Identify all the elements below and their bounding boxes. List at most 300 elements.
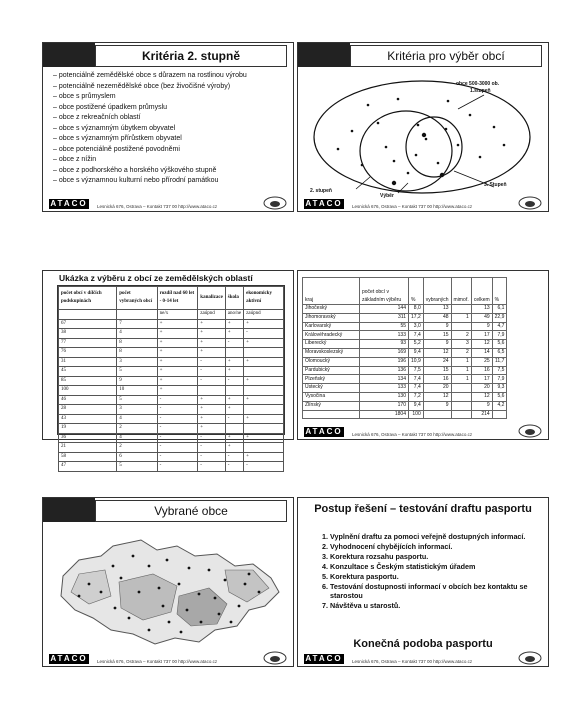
table-cell: Liberecký (303, 340, 360, 349)
ataco-logo: ATACO (305, 199, 343, 208)
table-cell: + (244, 338, 284, 348)
table-cell (451, 401, 471, 410)
table-header-cell: kanalizace (198, 287, 226, 310)
table-cell: 11,7 (492, 357, 507, 366)
slide-title-block (43, 43, 95, 67)
table-cell: 14 (471, 348, 492, 357)
table-row (59, 395, 284, 405)
table-row (59, 405, 284, 415)
table-row (59, 443, 284, 453)
footer-address: Lesnická 676, Ostrava – Kontakt 737 00 http://www.ataco.cz (97, 204, 218, 209)
steps-list (320, 532, 540, 611)
table-row (59, 338, 284, 348)
certification-seal-icon (518, 651, 542, 665)
table-row (59, 414, 284, 424)
slide-title: Vybrané obce (95, 500, 287, 522)
table-cell: 2 (117, 443, 157, 453)
list-item: – obce z nížin (53, 155, 287, 166)
table-cell: 47 (59, 462, 117, 472)
table-row (303, 313, 507, 322)
table-cell: 7,4 (409, 384, 424, 393)
table-cell: - (198, 367, 226, 377)
municipality-dots (337, 98, 506, 186)
table-cell: 17 (471, 331, 492, 340)
table-row (303, 375, 507, 384)
table-cell: + (157, 319, 198, 329)
table-cell: + (157, 329, 198, 339)
table-cell: + (244, 452, 284, 462)
table-cell (244, 405, 284, 415)
table-cell (244, 348, 284, 358)
criteria-list (53, 71, 287, 187)
table-cell: 3 (117, 357, 157, 367)
list-item: – obce z rekreačních oblastí (53, 113, 287, 124)
table-subheader-cell: zaúpnd (198, 310, 226, 320)
table-cell: 9,3 (492, 384, 507, 393)
table-cell: 16 (423, 375, 451, 384)
table-cell: 12 (423, 392, 451, 401)
table-cell: 7 (117, 319, 157, 329)
table-cell: 16 (471, 366, 492, 375)
table-cell: 3,0 (409, 322, 424, 331)
table-cell: 8,0 (409, 305, 424, 314)
table-cell: - (157, 405, 198, 415)
table-cell: 49 (471, 313, 492, 322)
table-cell: 6,1 (492, 305, 507, 314)
table-cell: 7,2 (409, 392, 424, 401)
table-cell: - (157, 462, 198, 472)
table-cell: 311 (360, 313, 409, 322)
table-cell: 9 (423, 401, 451, 410)
footer-address: Lesnická 676, Ostrava – Kontakt 737 00 http://www.ataco.cz (352, 204, 473, 209)
table-cell: + (198, 424, 226, 434)
table-cell (244, 367, 284, 377)
table-cell: 45 (59, 367, 117, 377)
slide-footer (298, 652, 548, 666)
table-cell: 2 (117, 424, 157, 434)
table-cell: 100 (409, 410, 424, 419)
table-cell: + (198, 414, 226, 424)
table-row (303, 366, 507, 375)
table-cell: 5,6 (492, 392, 507, 401)
table-cell: 5,6 (492, 340, 507, 349)
list-item: – potenciálně nezemědělské obce (bez živočišné výroby) (53, 82, 287, 93)
list-item: – obce s významným úbytkem obyvatel (53, 124, 287, 135)
ataco-logo: ATACO (50, 654, 88, 663)
table-cell: 7,4 (409, 375, 424, 384)
table-cell: Karlovarský (303, 322, 360, 331)
table-subheader-row (59, 310, 284, 320)
list-item: 4. Konzultace s Českým statistickým úřadem (330, 562, 540, 571)
table-cell: + (225, 433, 243, 443)
slide-title-block (43, 498, 95, 522)
certification-seal-icon (263, 196, 287, 210)
table-subheader-cell: ano/ne (225, 310, 243, 320)
table-cell: 24 (423, 357, 451, 366)
table-cell (225, 348, 243, 358)
table-cell: + (244, 414, 284, 424)
table-cell: 1804 (360, 410, 409, 419)
ataco-logo: ATACO (305, 654, 343, 663)
table-cell: 5 (117, 367, 157, 377)
table-cell: 28 (59, 405, 117, 415)
table-cell: 6 (117, 452, 157, 462)
certification-seal-icon (263, 651, 287, 665)
list-item: – obce s průmyslem (53, 92, 287, 103)
slide-footer (43, 652, 293, 666)
table-cell: 9 (423, 340, 451, 349)
slide-footer (298, 425, 548, 439)
slide-title: Ukázka z výběru z obcí ze zemědělských oblastí (59, 273, 253, 283)
table-cell: 67 (59, 319, 117, 329)
table-cell: - (225, 452, 243, 462)
table-cell: 36 (59, 433, 117, 443)
table-header-cell: kraj (303, 278, 360, 305)
table-cell: 1 (451, 357, 471, 366)
certification-seal-icon (518, 196, 542, 210)
list-item: – obce potenciálně postižené povodněmi (53, 145, 287, 156)
table-row (303, 392, 507, 401)
table-cell: 7,9 (492, 331, 507, 340)
table-cell: 85 (59, 376, 117, 386)
table-cell: Jihomoravský (303, 313, 360, 322)
list-item: 7. Návštěva u starostů. (330, 601, 540, 610)
table-subheader-cell (59, 310, 117, 320)
table-cell: + (157, 367, 198, 377)
table-row (303, 331, 507, 340)
table-cell: 136 (360, 366, 409, 375)
slide-selected-municipalities (42, 497, 294, 667)
footer-address: Lesnická 676, Ostrava – Kontakt 737 00 http://www.ataco.cz (97, 659, 218, 664)
table-cell: + (244, 395, 284, 405)
list-item: – potenciálně zemědělské obce s důrazem na rostlinou výrobu (53, 71, 287, 82)
table-cell: + (225, 443, 243, 453)
table-cell: 9,4 (409, 401, 424, 410)
table-row (59, 376, 284, 386)
table-cell: Olomoucký (303, 357, 360, 366)
table-cell: - (225, 414, 243, 424)
table-cell: + (244, 357, 284, 367)
table-cell: + (244, 433, 284, 443)
table-cell: 1 (451, 313, 471, 322)
table-cell: Královéhradecký (303, 331, 360, 340)
table-row (59, 386, 284, 396)
ataco-logo: ATACO (50, 199, 88, 208)
table-cell: - (225, 376, 243, 386)
table-header-cell: ekonomicky aktivní (244, 287, 284, 310)
table-cell: 7,4 (409, 331, 424, 340)
table-cell: 12 (423, 348, 451, 357)
table-cell (492, 410, 507, 419)
table-cell: 3 (117, 405, 157, 415)
agri-table (58, 286, 284, 472)
table-row (303, 340, 507, 349)
table-row (303, 401, 507, 410)
table-cell: 7,9 (492, 375, 507, 384)
ataco-logo: ATACO (305, 427, 343, 436)
list-item: 3. Korektura rozsahu pasportu. (330, 552, 540, 561)
table-cell: 17,2 (409, 313, 424, 322)
table-cell: 1 (451, 366, 471, 375)
table-cell: 100 (59, 386, 117, 396)
table-cell: 22,9 (492, 313, 507, 322)
table-cell: 15 (423, 366, 451, 375)
table-subheader-cell (117, 310, 157, 320)
slide-criteria-selection (297, 42, 549, 212)
table-cell: 130 (360, 392, 409, 401)
table-cell: 38 (59, 329, 117, 339)
table-header-cell: škola (225, 287, 243, 310)
list-item: – obce s významným přírůstkem obyvatel (53, 134, 287, 145)
table-cell: 43 (59, 414, 117, 424)
table-row (59, 329, 284, 339)
table-cell: 196 (360, 357, 409, 366)
table-cell: 133 (360, 384, 409, 393)
table-cell: - (198, 357, 226, 367)
inner-ellipse (406, 117, 462, 177)
table-subheader-cell: zaúpnd (244, 310, 284, 320)
table-row (303, 410, 507, 419)
table-row (303, 384, 507, 393)
table-cell: 58 (59, 452, 117, 462)
list-item: 5. Korektura pasportu. (330, 572, 540, 581)
list-item: – obce s významnou kulturní nebo přírodní památkou (53, 176, 287, 187)
table-cell: - (198, 376, 226, 386)
table-cell: - (198, 443, 226, 453)
table-cell: + (225, 405, 243, 415)
table-cell: - (157, 414, 198, 424)
table-cell: + (244, 319, 284, 329)
table-cell: - (244, 462, 284, 472)
table-cell: Pardubický (303, 366, 360, 375)
table-cell: 4,2 (492, 401, 507, 410)
table-subheader-cell: ne/x (157, 310, 198, 320)
table-cell: 13 (423, 305, 451, 314)
table-cell: 12 (471, 392, 492, 401)
slide-title: Kritéria 2. stupně (95, 45, 287, 67)
table-cell (244, 443, 284, 453)
table-cell: 8 (117, 338, 157, 348)
table-cell: 93 (360, 340, 409, 349)
table-cell: - (157, 452, 198, 462)
table-cell: 5,2 (409, 340, 424, 349)
slide-agri-sample (42, 270, 294, 469)
table-header-row (303, 278, 507, 305)
table-row (59, 348, 284, 358)
table-cell: 6,5 (492, 348, 507, 357)
table-cell: Moravskoslezský (303, 348, 360, 357)
slide-title-block (298, 43, 350, 67)
slide-criteria-2 (42, 42, 294, 212)
slide-title: Kritéria pro výběr obcí (350, 45, 542, 67)
table-cell: 20 (471, 384, 492, 393)
table-cell: - (157, 443, 198, 453)
table-cell (451, 322, 471, 331)
table-cell: 9 (471, 401, 492, 410)
table-cell: 15 (423, 331, 451, 340)
table-cell (244, 424, 284, 434)
table-cell: + (225, 395, 243, 405)
table-cell: 4 (117, 433, 157, 443)
label-selection: Výběr (380, 193, 394, 199)
table-cell (451, 410, 471, 419)
table-cell: + (157, 376, 198, 386)
table-row (303, 305, 507, 314)
table-cell (225, 386, 243, 396)
table-row (303, 322, 507, 331)
table-cell: - (198, 452, 226, 462)
table-cell: 12 (471, 340, 492, 349)
table-cell: 10 (117, 386, 157, 396)
footer-address: Lesnická 676, Ostrava – Kontakt 737 00 http://www.ataco.cz (352, 659, 473, 664)
label-second-level: 2. stupeň (310, 188, 332, 194)
table-cell: Zlínský (303, 401, 360, 410)
table-row (59, 357, 284, 367)
table-cell: 55 (360, 322, 409, 331)
table-row (303, 348, 507, 357)
table-cell: 8 (117, 348, 157, 358)
table-cell: 9 (423, 322, 451, 331)
table-cell: 3 (451, 340, 471, 349)
table-cell: + (198, 348, 226, 358)
table-cell: - (157, 395, 198, 405)
table-cell: 17 (471, 375, 492, 384)
table-header-cell: vybraných (423, 278, 451, 305)
table-cell (244, 386, 284, 396)
final-passport-heading: Konečná podoba pasportu (353, 638, 493, 650)
table-cell: 4,7 (492, 322, 507, 331)
label-first-level: obce 500-3000 ob. (456, 81, 500, 87)
table-cell: 25 (471, 357, 492, 366)
slide-footer (298, 197, 548, 211)
table-cell: Ústecký (303, 384, 360, 393)
table-cell: 31 (59, 357, 117, 367)
table-cell: + (157, 357, 198, 367)
table-cell: 7,5 (409, 366, 424, 375)
table-cell: 144 (360, 305, 409, 314)
table-cell (451, 305, 471, 314)
table-cell: + (198, 338, 226, 348)
table-cell: 2 (451, 331, 471, 340)
table-cell: Jihočeský (303, 305, 360, 314)
label-first-level-sub: 1.stupeň (470, 88, 491, 94)
table-cell: + (157, 386, 198, 396)
table-cell: 5 (117, 395, 157, 405)
table-cell: 4 (117, 414, 157, 424)
table-cell: 46 (59, 395, 117, 405)
table-cell: + (198, 395, 226, 405)
certification-seal-icon (518, 424, 542, 438)
table-row (59, 319, 284, 329)
slide-footer (43, 197, 293, 211)
table-header-cell: počet obcí v základním výběru (360, 278, 409, 305)
table-cell (225, 424, 243, 434)
table-cell: 48 (423, 313, 451, 322)
table-cell: 77 (59, 338, 117, 348)
table-cell: + (225, 357, 243, 367)
table-cell: - (198, 433, 226, 443)
table-cell: 10,9 (409, 357, 424, 366)
table-header-cell: počet vybraných obcí (117, 287, 157, 310)
table-cell: 2 (451, 348, 471, 357)
label-third-level: 3. Stupeň (484, 182, 507, 188)
list-item: – obce z podhorského a horského výškového stupně (53, 166, 287, 177)
table-row (59, 433, 284, 443)
table-header-cell: % (492, 278, 507, 305)
table-cell: 169 (360, 348, 409, 357)
table-cell: 134 (360, 375, 409, 384)
table-cell: + (225, 329, 243, 339)
list-item: – obce postižené úpadkem průmyslu (53, 103, 287, 114)
list-item: 6. Testování dostupnosti informací v obcích bez kontaktu se starostou (330, 582, 540, 600)
table-cell: 9 (471, 322, 492, 331)
table-header-cell: počet obcí v dílčích podskupinách (59, 287, 117, 310)
table-cell (451, 384, 471, 393)
table-cell (451, 392, 471, 401)
footer-address: Lesnická 676, Ostrava – Kontakt 737 00 http://www.ataco.cz (352, 432, 473, 437)
table-cell (303, 410, 360, 419)
table-cell: 7,5 (492, 366, 507, 375)
region-stats-table (302, 277, 507, 419)
table-cell: + (157, 348, 198, 358)
table-row (59, 462, 284, 472)
table-row (59, 424, 284, 434)
table-cell: 76 (59, 348, 117, 358)
table-row (59, 452, 284, 462)
table-cell: - (157, 424, 198, 434)
table-header-cell: mimoř. (451, 278, 471, 305)
table-cell: 5 (117, 462, 157, 472)
outer-ellipse (314, 81, 530, 193)
table-row (59, 367, 284, 377)
table-header-cell: celkem (471, 278, 492, 305)
table-cell: - (157, 433, 198, 443)
table-cell: Plzeňský (303, 375, 360, 384)
table-cell: Vysočina (303, 392, 360, 401)
table-cell: - (198, 462, 226, 472)
slide-region-stats (297, 270, 549, 440)
table-header-cell: rozdíl nad 60 let - 0-14 let (157, 287, 198, 310)
table-cell: 9 (117, 376, 157, 386)
table-cell (198, 386, 226, 396)
table-header-cell: % (409, 278, 424, 305)
table-cell: + (198, 319, 226, 329)
selection-diagram (298, 65, 550, 205)
table-cell: 9,4 (409, 348, 424, 357)
table-cell: 4 (117, 329, 157, 339)
table-cell: 133 (360, 331, 409, 340)
table-cell (423, 410, 451, 419)
table-cell: - (244, 329, 284, 339)
table-row (303, 357, 507, 366)
slide-title: Postup řešení – testování draftu pasportu (314, 503, 532, 515)
list-item: 2. Vyhodnocení chybějících informací. (330, 542, 540, 551)
table-cell: 21 (59, 443, 117, 453)
table-cell: + (198, 329, 226, 339)
slide-solution-procedure (297, 497, 549, 667)
table-cell: + (198, 405, 226, 415)
table-cell: - (225, 338, 243, 348)
table-cell: 214 (471, 410, 492, 419)
table-cell: 1 (451, 375, 471, 384)
table-cell: + (225, 319, 243, 329)
czech-map (49, 526, 289, 650)
table-cell: 170 (360, 401, 409, 410)
list-item: 1. Vyplnění draftu za pomoci veřejně dostupných informací. (330, 532, 540, 541)
table-cell: 13 (471, 305, 492, 314)
table-cell: - (225, 462, 243, 472)
table-cell: 20 (423, 384, 451, 393)
